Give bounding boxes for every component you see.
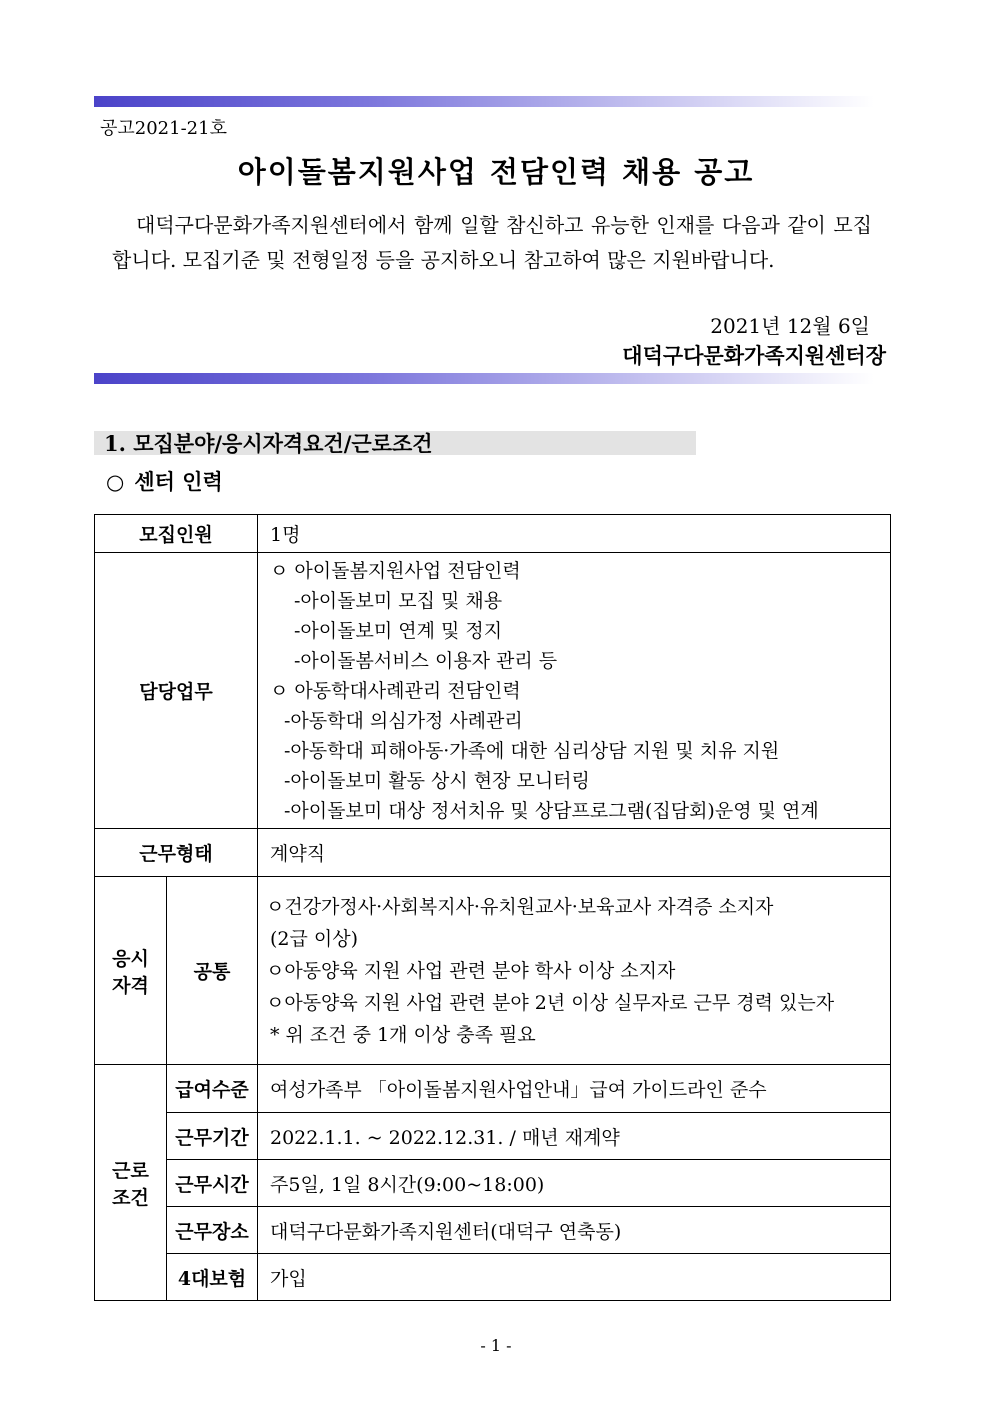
qualification-label-line: 자격 (112, 974, 149, 997)
table-row (95, 877, 891, 1065)
table-row (95, 1113, 891, 1160)
duty-line: -아이돌보미 연계 및 정지 (294, 619, 503, 642)
condition-value: 대덕구다문화가족지원센터(대덕구 연축동) (258, 1207, 891, 1254)
qualification-line: (2급 이상) (270, 927, 359, 950)
subsection-title: 센터 인력 (134, 469, 223, 494)
worktype-value: 계약직 (258, 829, 891, 877)
recruitment-table (94, 514, 891, 1301)
header-bottom-bar (94, 373, 874, 384)
table-row (95, 829, 891, 877)
page-number: - 1 - (480, 1336, 512, 1355)
conditions-label (95, 1065, 167, 1301)
recruit-value: 1명 (258, 515, 891, 553)
condition-label: 근무시간 (167, 1160, 258, 1207)
qualification-common-label: 공통 (167, 877, 258, 1065)
header-top-bar (94, 96, 874, 107)
table-row (95, 1160, 891, 1207)
worktype-label: 근무형태 (95, 829, 258, 877)
circle-marker: ○ (106, 470, 125, 494)
duty-line: -아이돌보미 활동 상시 현장 모니터링 (284, 769, 590, 792)
notice-number: 공고2021-21호 (100, 118, 227, 139)
notice-date: 2021년 12월 6일 (710, 314, 870, 338)
qualification-line: * 위 조건 중 1개 이상 충족 필요 (270, 1023, 536, 1046)
table-row (95, 515, 891, 553)
conditions-label-line: 조건 (112, 1186, 149, 1209)
duty-line: -아이돌보미 모집 및 채용 (294, 589, 503, 612)
duties-label: 담당업무 (95, 553, 258, 829)
duty-line: -아동학대 의심가정 사례관리 (284, 709, 523, 732)
duties-cell (258, 553, 891, 829)
duty-line: -아이돌봄서비스 이용자 관리 등 (294, 649, 558, 672)
table-row (95, 1254, 891, 1301)
table-row (95, 553, 891, 829)
conditions-label-line: 근로 (112, 1159, 149, 1182)
condition-label: 근무장소 (167, 1207, 258, 1254)
qualification-line: ㅇ건강가정사·사회복지사·유치원교사·보육교사 자격증 소지자 (266, 895, 774, 918)
condition-label: 근무기간 (167, 1113, 258, 1160)
subsection-heading (106, 466, 223, 496)
qualification-label-line: 응시 (112, 947, 149, 970)
table-row (95, 1065, 891, 1113)
recruit-label: 모집인원 (95, 515, 258, 553)
section-heading: 1. 모집분야/응시자격요건/근로조건 (94, 431, 696, 455)
qualification-label (95, 877, 167, 1065)
qualification-line: ㅇ아동양육 지원 사업 관련 분야 2년 이상 실무자로 근무 경력 있는자 (266, 991, 835, 1014)
duty-line: -아동학대 피해아동·가족에 대한 심리상담 지원 및 치유 지원 (284, 739, 780, 762)
condition-value: 가입 (258, 1254, 891, 1301)
duty-line: ㅇ 아동학대사례관리 전담인력 (270, 679, 521, 702)
qualification-cell (258, 877, 891, 1065)
condition-value: 주5일, 1일 8시간(9:00~18:00) (258, 1160, 891, 1207)
intro-paragraph: 대덕구다문화가족지원센터에서 함께 일할 참신하고 유능한 인재를 다음과 같이 모집합니다. 모집기준 및 전형일정 등을 공지하오니 참고하여 많은 지원바랍니다. (112, 213, 872, 272)
page-title: 아이돌봄지원사업 전담인력 채용 공고 (237, 155, 755, 189)
condition-value: 2022.1.1. ~ 2022.12.31. / 매년 재계약 (258, 1113, 891, 1160)
signatory: 대덕구다문화가족지원센터장 (622, 343, 886, 368)
condition-value: 여성가족부 「아이돌봄지원사업안내」급여 가이드라인 준수 (258, 1065, 891, 1113)
condition-label: 4대보험 (167, 1254, 258, 1301)
condition-label: 급여수준 (167, 1065, 258, 1113)
duty-line: -아이돌보미 대상 정서치유 및 상담프로그램(집담회)운영 및 연계 (284, 799, 819, 822)
duty-line: ㅇ 아이돌봄지원사업 전담인력 (270, 559, 521, 582)
table-row (95, 1207, 891, 1254)
qualification-line: ㅇ아동양육 지원 사업 관련 분야 학사 이상 소지자 (266, 959, 676, 982)
